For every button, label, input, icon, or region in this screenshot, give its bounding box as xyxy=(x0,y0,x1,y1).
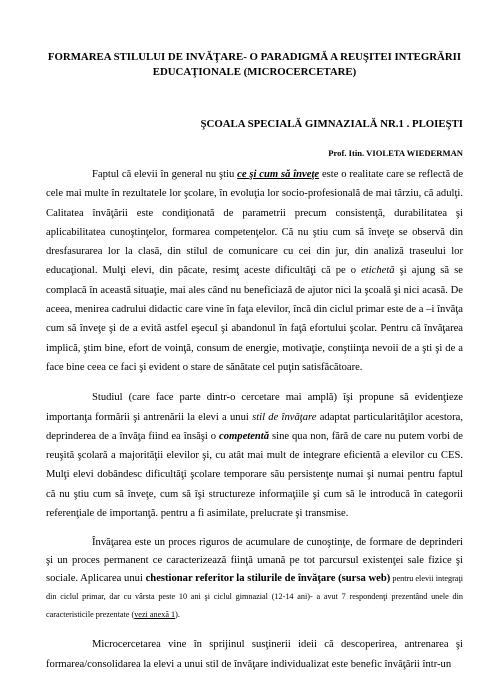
p3-text-c: pentru elevii integraţi din ciclul primar, dar cu vârsta peste 10 ani şi ciclul gimnazial (12-14 ani)- a avut 7 respondenţi prezentând unele din caracteristicile prezentate ( xyxy=(46,574,463,620)
paragraph-2 xyxy=(46,388,463,523)
p2-emphasis-competenta: competentă xyxy=(219,430,270,442)
p2-text-a: Studiul (care face parte dintr-o cercetare mai amplă) îşi propune să evidenţieze importanţa formării şi antrenării la elevi a unui xyxy=(46,392,463,423)
p3-emphasis-chestionar: chestionar referitor la stilurile de învăţare (sursa web) xyxy=(145,573,391,585)
annex-link[interactable]: vezi anexă 1 xyxy=(134,610,176,620)
p4-text-a: Microcercetarea vine în sprijinul susţinerii ideii că descoperirea, antrenarea şi formarea/consolidarea la elevi a unui stil de învăţare individualizat este benefic învăţării într-un xyxy=(46,639,463,670)
p1-text-a: Faptul că elevii în general nu ştiu xyxy=(92,169,238,180)
p1-emphasis-ce-si-cum: ce şi cum să înveţe xyxy=(237,169,320,180)
school-name: ŞCOALA SPECIALĂ GIMNAZIALĂ NR.1 . PLOIEŞTI xyxy=(200,118,463,130)
p2-text-c: adaptat particularităţilor acestora, deprinderea de a învăţa fiind ea însăşi o xyxy=(46,411,463,442)
p1-emphasis-eticheta: etichetă xyxy=(361,265,395,277)
p3-text-e: ). xyxy=(175,610,180,620)
paragraph-1 xyxy=(46,165,463,377)
p1-text-c: este o realitate care se reflectă de cele mai multe în rezultatele lor şcolare, în evoluţia lor socio-profesională de mai târziu, că adulţi. Calitatea învăţării este condiţionată de parametrii precum consistenţă, durabilitatea şi aplicabilitatea cunoştinţelor, formarea competenţelor. Că nu ştiu cum să înveţe se observă din dresfasurarea lor la clasă, din stilul de comunicare cu cei din jur, din analiză traseului lor educaţional. Mulţi elevi, din păcate, resimţ aceste dificultăţi că pe o xyxy=(46,169,464,277)
paragraph-4 xyxy=(46,635,463,674)
paragraph-3 xyxy=(46,534,463,624)
p2-text-e: sine qua non, fără de care nu putem vorbi de reuşită şcolară a majorităţii elevilor şi, cu atât mai mult de integrare eficientă a elevilor cu CES. Mulţi elevi dobândesc dificultăţi şcolare temporare său persistenţe numai şi numai pentru faptul că nu ştiu cum să înveţe, cum să îşi structureze informaţiile şi cum să le introducă în categorii referenţiale de importanţă. pentru a fi asimilate, prelucrate şi transmise. xyxy=(46,430,463,520)
author-name: Prof. Itin. VIOLETA WIEDERMAN xyxy=(328,148,463,158)
document-title: FORMAREA STILULUI DE INVĂŢARE- O PARADIGMĂ A REUŞITEI INTEGRĂRII EDUCAŢIONALE (MICROCERCETARE) xyxy=(47,51,462,78)
p3-text-a: Învăţarea este un proces riguros de acumulare de cunoştinţe, de formare de deprinderi şi un proces permanent ce caracterizează fiinţă umană pe tot parcursul existenţei sale fizice şi sociale. Aplicarea unui xyxy=(46,537,463,585)
p2-emphasis-stil: stil de învăţare xyxy=(252,411,317,423)
p1-text-e: şi ajung să se complacă în această situaţie, mai ales când nu beneficiază de ajutor nici la şcoală şi nici acasă. De aceea, menirea cadrului didactic care vine în faţa elevilor, încă din ciclul primar este de a –i învăţa cum să înveţe şi de a evită astfel eşecul şi abandonul în faţă efortului şcolar. Pentru că învăţarea implică, ştim bine, efort de voinţă, consum de energie, motivaţie, conştiinţa nevoii de a şti şi de a face bine ceea ce faci şi evident o stare de sănătate cel puţin satisfăcătoare. xyxy=(46,265,463,373)
